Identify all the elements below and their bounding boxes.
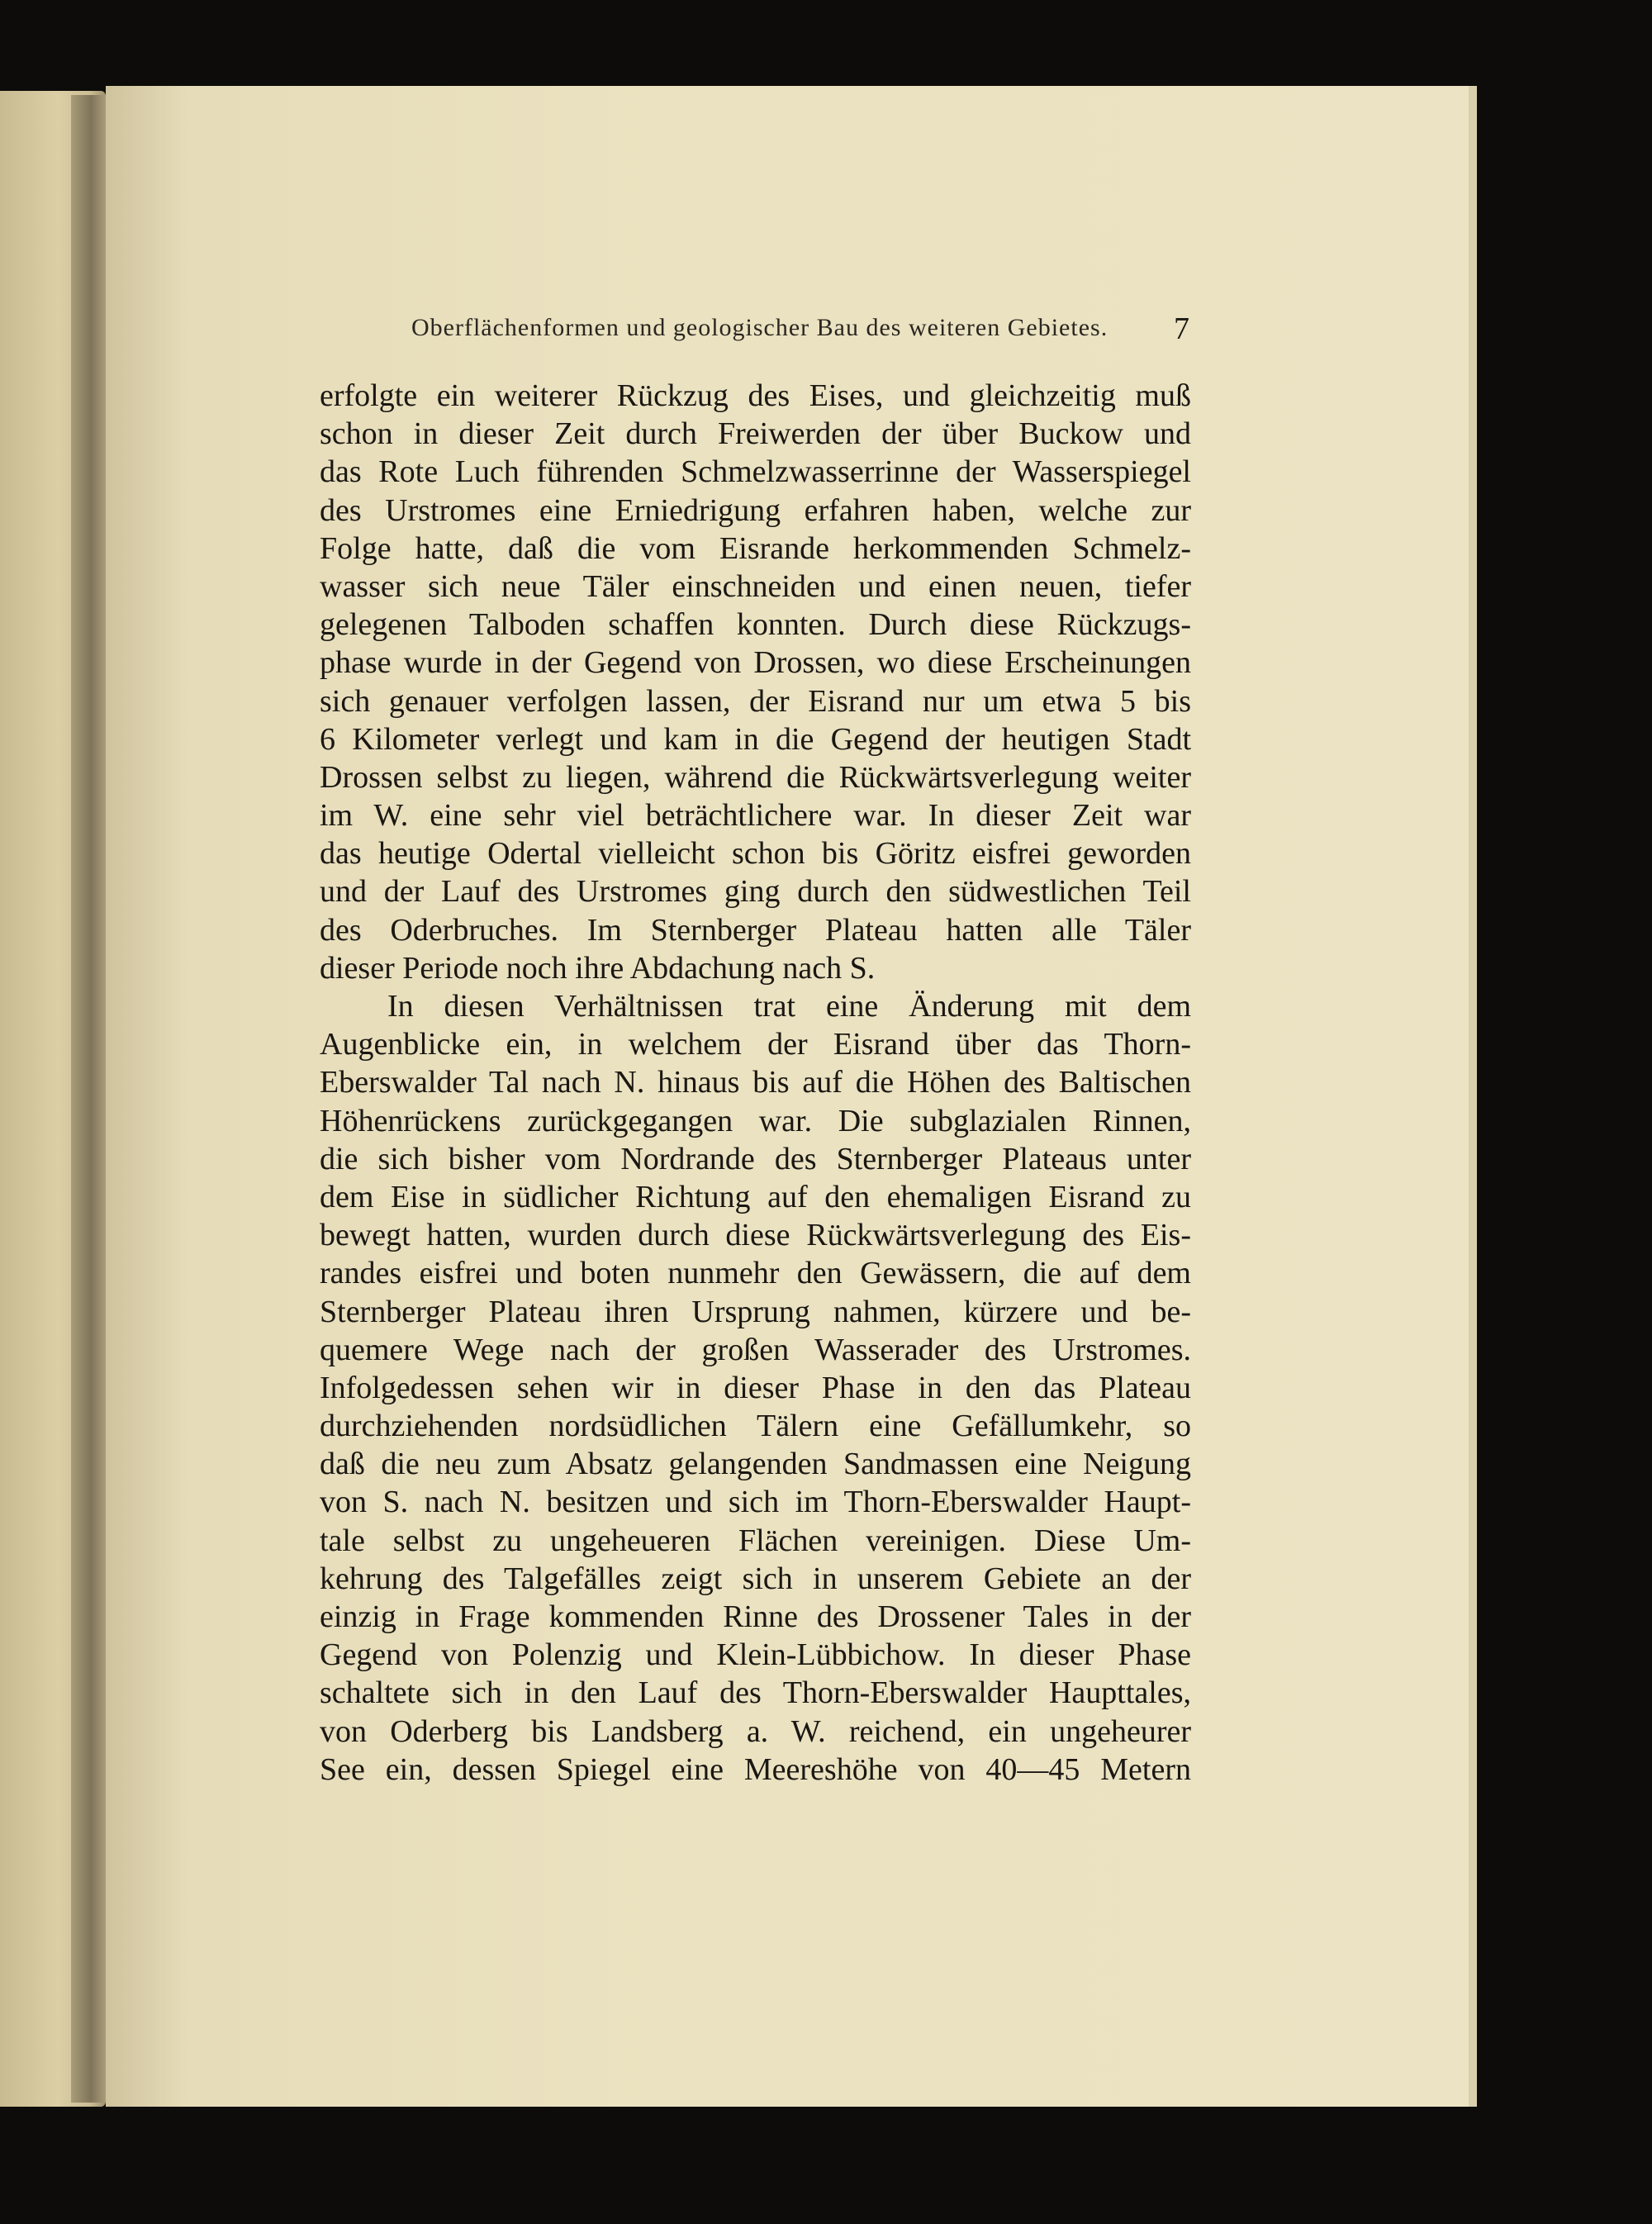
text-line: Gegend von Polenzig und Klein-Lübbichow. In dieser Phase bbox=[320, 1637, 1191, 1673]
text-line: wasser sich neue Täler einschneiden und einen neuen, tiefer bbox=[320, 568, 1191, 604]
text-line: des Urstromes eine Erniedrigung erfahren haben, welche zur bbox=[320, 492, 1191, 528]
text-line: kehrung des Talgefälles zeigt sich in unserem Gebiete an der bbox=[320, 1561, 1191, 1596]
text-line: das Rote Luch führenden Schmelzwasserrinne der Wasserspiegel bbox=[320, 454, 1191, 490]
text-line: Drossen selbst zu liegen, während die Rückwärtsverlegung weiter bbox=[320, 759, 1191, 795]
text-line: 6 Kilometer verlegt und kam in die Gegend der heutigen Stadt bbox=[320, 721, 1191, 757]
text-line: das heutige Odertal vielleicht schon bis Göritz eisfrei geworden bbox=[320, 836, 1191, 872]
text-line: tale selbst zu ungeheueren Flächen vereinigen. Diese Um- bbox=[320, 1523, 1191, 1558]
text-line: im W. eine sehr viel beträchtlichere war. In dieser Zeit war bbox=[320, 798, 1191, 834]
text-line: Sternberger Plateau ihren Ursprung nahmen, kürzere und be- bbox=[320, 1294, 1191, 1329]
text-line: des Oderbruches. Im Sternberger Plateau hatten alle Täler bbox=[320, 912, 1191, 948]
text-line: Höhenrückens zurückgegangen war. Die subglazialen Rinnen, bbox=[320, 1103, 1191, 1138]
text-line: In diesen Verhältnissen trat eine Änderung mit dem bbox=[387, 989, 1191, 1024]
page-edge bbox=[1469, 86, 1477, 2107]
text-line: Eberswalder Tal nach N. hinaus bis auf die Höhen des Baltischen bbox=[320, 1065, 1191, 1100]
text-line: die sich bisher vom Nordrande des Sternberger Plateaus unter bbox=[320, 1141, 1191, 1176]
text-line: und der Lauf des Urstromes ging durch den südwestlichen Teil bbox=[320, 874, 1191, 910]
text-line: quemere Wege nach der großen Wasserader des Urstromes. bbox=[320, 1332, 1191, 1367]
text-line: bewegt hatten, wurden durch diese Rückwärtsverlegung des Eis- bbox=[320, 1218, 1191, 1253]
text-line: Augenblicke ein, in welchem der Eisrand über das Thorn- bbox=[320, 1027, 1191, 1062]
book-gutter bbox=[71, 95, 111, 2103]
text-line: dem Eise in südlicher Richtung auf den ehemaligen Eisrand zu bbox=[320, 1179, 1191, 1214]
body-text bbox=[320, 377, 1191, 1789]
text-line: dieser Periode noch ihre Abdachung nach S. bbox=[320, 950, 876, 986]
text-line: schon in dieser Zeit durch Freiwerden der über Buckow und bbox=[320, 416, 1191, 452]
page-number: 7 bbox=[1174, 311, 1189, 346]
text-line: einzig in Frage kommenden Rinne des Drossener Tales in der bbox=[320, 1599, 1191, 1634]
text-line: Infolgedessen sehen wir in dieser Phase in den das Plateau bbox=[320, 1370, 1191, 1405]
text-line: randes eisfrei und boten nunmehr den Gewässern, die auf dem bbox=[320, 1256, 1191, 1291]
text-line: durchziehenden nordsüdlichen Tälern eine Gefällumkehr, so bbox=[320, 1409, 1191, 1444]
text-line: phase wurde in der Gegend von Drossen, wo diese Erscheinungen bbox=[320, 645, 1191, 681]
text-line: erfolgte ein weiterer Rückzug des Eises, und gleichzeitig muß bbox=[320, 378, 1191, 413]
text-line: von S. nach N. besitzen und sich im Thorn-Eberswalder Haupt- bbox=[320, 1485, 1191, 1520]
text-line: schaltete sich in den Lauf des Thorn-Eberswalder Haupttales, bbox=[320, 1675, 1191, 1711]
text-line: von Oderberg bis Landsberg a. W. reichend, ein ungeheurer bbox=[320, 1713, 1191, 1749]
text-line: daß die neu zum Absatz gelangenden Sandmassen eine Neigung bbox=[320, 1447, 1191, 1482]
text-line: gelegenen Talboden schaffen konnten. Durch diese Rückzugs- bbox=[320, 607, 1191, 643]
text-line: See ein, dessen Spiegel eine Meereshöhe von 40—45 Metern bbox=[320, 1751, 1191, 1787]
running-head: Oberflächenformen und geologischer Bau des weiteren Gebietes. bbox=[411, 314, 1108, 341]
page-header bbox=[411, 311, 1196, 355]
text-line: Folge hatte, daß die vom Eisrande herkommenden Schmelz- bbox=[320, 530, 1191, 566]
text-line: sich genauer verfolgen lassen, der Eisrand nur um etwa 5 bis bbox=[320, 683, 1191, 719]
